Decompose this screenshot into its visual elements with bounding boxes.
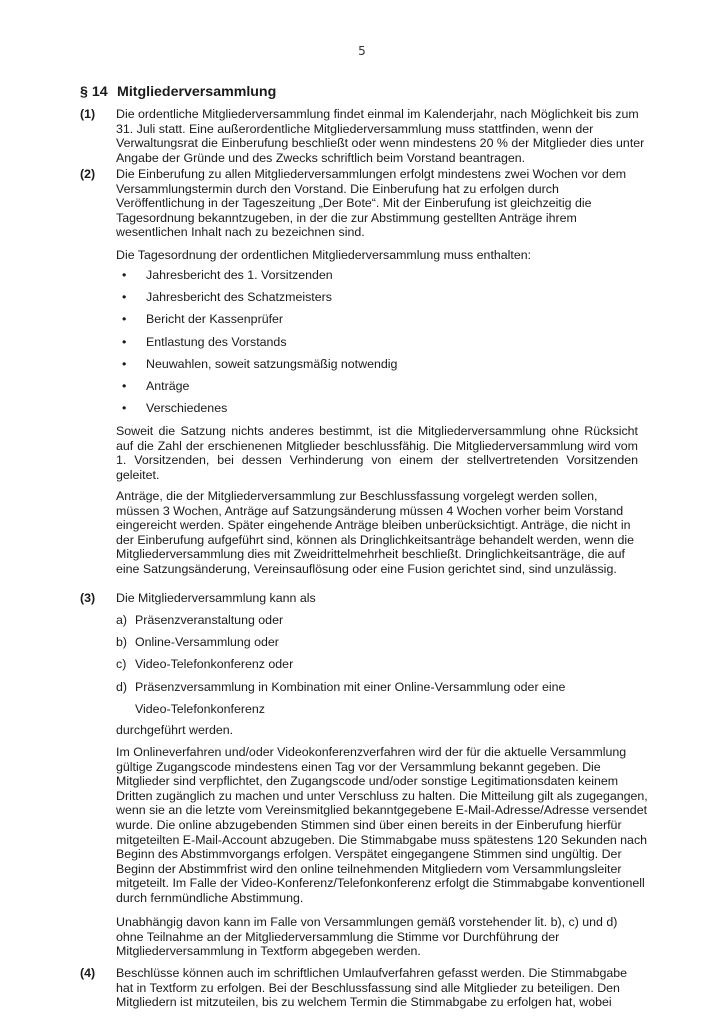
bullet-icon: • [122, 312, 127, 327]
paragraph-number: (2) [80, 167, 96, 181]
bullet-icon: • [122, 268, 127, 282]
paragraph-intro: Die Mitgliederversammlung kann als [116, 591, 316, 605]
bullet-icon: • [122, 334, 127, 349]
agenda-item: • Jahresbericht des 1. Vorsitzenden [122, 268, 333, 282]
paragraph-3 [80, 591, 640, 606]
agenda-item: • Entlastung des Vorstands [122, 334, 287, 349]
page-number: 5 [358, 44, 366, 58]
motions-text: Anträge, die der Mitgliederversammlung zur Beschlussfassung vorgelegt werden sollen, müssen 3 Wochen, Anträge auf Satzungsänderung müssen 4 Wochen vorher beim Vorstand eingereicht werden. Später eingehende Anträge bleiben unberücksichtigt. Anträge, die nicht in der Einberufung aufgeführt sind, können als Dringlichkeitsanträge behandelt werden, wenn die Mitgliederversammlung dies mit Zweidrittelmehrheit beschließt. Dringlichkeitsanträge, die auf eine Satzungsänderung, Vereinsauflösung oder eine Fusion gerichtet sind, sind unzulässig. [116, 489, 634, 576]
agenda-item: • Neuwahlen, soweit satzungsmäßig notwendig [122, 356, 398, 371]
agenda-item: • Anträge [122, 378, 190, 393]
paragraph-1 [80, 107, 645, 165]
section-title: Mitgliederversammlung [117, 84, 277, 100]
format-option: b) Online-Versammlung oder [116, 635, 279, 650]
paragraph-text: Die Einberufung zu allen Mitgliederversammlungen erfolgt mindestens zwei Wochen vor dem Versammlungstermin durch den Vorstand. Die Einberufung hat zu erfolgen durch Veröffentlichung in der Tageszeitung „Der Bote“. Mit der Einberufung ist gleichzeitig die Tagesordnung bekanntzugeben, in der die zur Abstimmung gestellten Anträge ihrem wesentlichen Inhalt nach zu bezeichnen sind. [116, 167, 627, 240]
paragraph-4 [80, 966, 640, 1010]
format-options-list [116, 613, 565, 724]
paragraph-number: (4) [80, 966, 96, 980]
agenda-item: • Bericht der Kassenprüfer [122, 312, 284, 327]
paragraph-outro: durchgeführt werden. [116, 723, 234, 737]
section-number: § 14 [80, 84, 108, 100]
bullet-icon: • [122, 401, 127, 416]
bullet-icon: • [122, 290, 127, 305]
agenda-list [116, 268, 397, 423]
format-option: c) Video-Telefonkonferenz oder [116, 657, 294, 672]
bullet-icon: • [122, 356, 127, 371]
online-procedure-text: Im Onlineverfahren und/oder Videokonferenzverfahren wird der für die aktuelle Versammlung gültige Zugangscode mindestens einen Tag vor der Versammlung bekannt gegeben. Die Mitglieder sind verpflichtet, den Zugangscode und/oder sonstige Legitimationsdaten keinem Dritten zugänglich zu machen und unter Verschluss zu halten. Die Mitteilung gilt als zugegangen, wenn sie an die letzte vom Vereinsmitglied bekanntgegebene E-Mail-Adresse/Adresse versendet wurde. Die online abzugebenden Stimmen sind über einen bereits in der Einberufung hierfür mitgeteilten E-Mail-Account abzugeben. Die Stimmabgabe muss spätestens 120 Sekunden nach Beginn des Abstimmvorgangs erfolgen. Verspätet eingegangene Stimmen sind ungültig. Der Beginn der Abstimmfrist wird den online teilnehmenden Mitgliedern vom Versammlungsleiter mitgeteilt. Im Falle der Video-Konferenz/Telefonkonferenz erfolgt die Stimmabgabe konventionell durch fernmündliche Abstimmung. [116, 745, 648, 905]
quorum-text: Soweit die Satzung nichts anderes bestimmt, ist die Mitgliederversammlung ohne Rücksicht auf die Zahl der erschienenen Mitglieder beschlussfähig. Die Mitgliederversammlung wird vom 1. Vorsitzenden, bei dessen Verhinderung von einem der stellvertretenden Vorsitzenden geleitet. [116, 424, 638, 482]
paragraph-text: Die ordentliche Mitgliederversammlung findet einmal im Kalenderjahr, nach Möglichkeit bis zum 31. Juli statt. Eine außerordentliche Mitgliederversammlung muss stattfinden, wenn der Verwaltungsrat die Einberufung beschließt oder wenn mindestens 20 % der Mitglieder dies unter Angabe der Gründe und des Zwecks schriftlich beim Vorstand beantragen. [116, 107, 645, 165]
agenda-intro: Die Tagesordnung der ordentlichen Mitgliederversammlung muss enthalten: [116, 248, 532, 262]
format-option: d) Präsenzversammlung in Kombination mit einer Online-Versammlung oder eine [116, 679, 566, 694]
bullet-icon: • [122, 378, 127, 393]
paragraph-number: (3) [80, 591, 96, 605]
agenda-item: • Jahresbericht des Schatzmeisters [122, 290, 332, 305]
paragraph-2 [80, 167, 640, 240]
text-form-vote-text: Unabhängig davon kann im Falle von Versammlungen gemäß vorstehender lit. b), c) und d) ohne Teilnahme an der Mitgliederversammlung die Stimme vor Durchführung der Mitgliederversammlung in Textform abgegeben werden. [116, 915, 618, 959]
section-heading [80, 84, 276, 100]
paragraph-number: (1) [80, 107, 96, 121]
paragraph-text: Beschlüsse können auch im schriftlichen Umlaufverfahren gefasst werden. Die Stimmabgabe hat in Textform zu erfolgen. Bei der Beschlussfassung sind alle Mitglieder zu beteiligen. Den Mitgliedern ist mitzuteilen, bis zu welchem Termin die Stimmabgabe zu erfolgen hat, wobei [116, 966, 628, 1010]
agenda-item: • Verschiedenes [122, 401, 228, 416]
format-option: a) Präsenzveranstaltung oder [116, 613, 284, 627]
format-option-continuation: Video-Telefonkonferenz [135, 701, 265, 716]
